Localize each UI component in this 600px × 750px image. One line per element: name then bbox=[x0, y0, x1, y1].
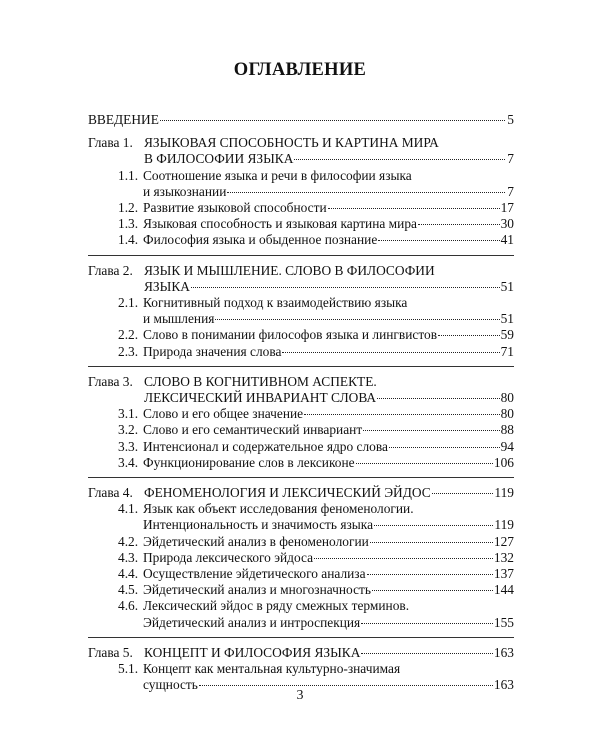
toc-page-number: 51 bbox=[500, 311, 514, 327]
toc-section[interactable] bbox=[118, 216, 514, 232]
toc-title-text: Эйдетический анализ и многозначность bbox=[143, 582, 371, 598]
toc-chapter[interactable] bbox=[88, 485, 514, 501]
toc-line bbox=[88, 151, 514, 167]
toc-chapter[interactable] bbox=[88, 263, 514, 295]
toc-line bbox=[118, 422, 514, 438]
toc-number: 4.6. bbox=[118, 598, 139, 614]
toc-line bbox=[118, 295, 514, 311]
toc-line bbox=[118, 534, 514, 550]
toc-section[interactable] bbox=[118, 598, 514, 630]
toc-line bbox=[118, 168, 514, 184]
chapter-divider bbox=[88, 477, 514, 478]
toc-title-text: Слово и его общее значение bbox=[143, 406, 304, 422]
toc-title-text: ВВЕДЕНИЕ bbox=[88, 112, 159, 127]
toc-title-text: Функционирование слов в лексиконе bbox=[143, 454, 355, 470]
leader-dots bbox=[378, 239, 499, 241]
toc-page-number: 163 bbox=[493, 677, 514, 693]
toc-page-number: 132 bbox=[493, 549, 514, 565]
leader-dots bbox=[314, 557, 493, 559]
toc-number: Глава 1. bbox=[88, 135, 133, 151]
toc-page-number: 144 bbox=[493, 582, 514, 598]
toc-title-text: КОНЦЕПТ И ФИЛОСОФИЯ ЯЗЫКА bbox=[144, 644, 361, 660]
leader-dots bbox=[438, 334, 500, 336]
toc-line bbox=[118, 455, 514, 471]
toc-line bbox=[118, 232, 514, 248]
chapter-divider bbox=[88, 366, 514, 367]
toc-line bbox=[118, 327, 514, 343]
toc-section[interactable] bbox=[118, 232, 514, 248]
toc-title-text: Лексический эйдос в ряду смежных терминов. bbox=[143, 598, 410, 614]
toc-title-text: Слово в понимании философов языка и лингвистов bbox=[143, 327, 438, 343]
toc-section[interactable] bbox=[118, 422, 514, 438]
toc-line bbox=[88, 390, 514, 406]
leader-dots bbox=[361, 622, 493, 624]
toc-page-number: 80 bbox=[500, 406, 514, 422]
toc-title-text: и мышления bbox=[143, 311, 215, 327]
table-of-contents bbox=[88, 112, 514, 694]
toc-number: Глава 2. bbox=[88, 262, 133, 278]
toc-title-text: ФЕНОМЕНОЛОГИЯ И ЛЕКСИЧЕСКИЙ ЭЙДОС bbox=[144, 485, 431, 501]
leader-dots bbox=[367, 573, 493, 575]
toc-line bbox=[118, 311, 514, 327]
toc-title-text: ЯЗЫКА bbox=[144, 278, 190, 294]
toc-page-number: 127 bbox=[493, 533, 514, 549]
toc-line bbox=[88, 263, 514, 279]
toc-intro[interactable] bbox=[88, 112, 514, 128]
toc-line bbox=[118, 598, 514, 614]
toc-page-number: 41 bbox=[500, 232, 514, 248]
toc-section[interactable] bbox=[118, 439, 514, 455]
toc-line bbox=[118, 344, 514, 360]
leader-dots bbox=[199, 684, 493, 686]
toc-chapter[interactable] bbox=[88, 374, 514, 406]
toc-line bbox=[118, 200, 514, 216]
leader-dots bbox=[294, 158, 505, 160]
leader-dots bbox=[372, 589, 493, 591]
toc-title-text: и языкознании bbox=[143, 183, 227, 199]
toc-number: 2.2. bbox=[118, 327, 139, 343]
toc-section[interactable] bbox=[118, 168, 514, 200]
leader-dots bbox=[361, 652, 493, 654]
toc-line bbox=[118, 517, 514, 533]
leader-dots bbox=[356, 462, 493, 464]
toc-page-number: 71 bbox=[500, 343, 514, 359]
toc-title-text: Осуществление эйдетического анализа bbox=[143, 566, 366, 582]
toc-title-text: Развитие языковой способности bbox=[143, 200, 327, 216]
toc-title-text: Интенсионал и содержательное ядро слова bbox=[143, 438, 388, 454]
toc-page-number: 88 bbox=[500, 422, 514, 438]
toc-title-text: СЛОВО В КОГНИТИВНОМ АСПЕКТЕ. bbox=[144, 373, 377, 389]
toc-page-number: 119 bbox=[494, 517, 514, 533]
toc-page-number: 59 bbox=[500, 327, 514, 343]
toc-number: 1.4. bbox=[118, 232, 139, 248]
toc-number: 4.1. bbox=[118, 501, 139, 517]
toc-page-number: 137 bbox=[493, 566, 514, 582]
toc-title-text: Интенциональность и значимость языка bbox=[143, 517, 374, 533]
page-number: 3 bbox=[296, 688, 304, 703]
toc-line bbox=[88, 279, 514, 295]
leader-dots bbox=[191, 286, 500, 288]
toc-line bbox=[118, 550, 514, 566]
toc-number: 3.3. bbox=[118, 438, 139, 454]
toc-line bbox=[88, 645, 514, 661]
leader-dots bbox=[418, 223, 500, 225]
toc-page-number: 80 bbox=[500, 390, 514, 406]
toc-line bbox=[118, 406, 514, 422]
toc-page-number: 7 bbox=[507, 151, 514, 167]
chapter-divider bbox=[88, 255, 514, 256]
toc-title-text: сущность bbox=[143, 677, 198, 693]
toc-line bbox=[88, 374, 514, 390]
toc-title-text: ЯЗЫКОВАЯ СПОСОБНОСТЬ И КАРТИНА МИРА bbox=[144, 135, 439, 151]
toc-number: 3.1. bbox=[118, 406, 139, 422]
toc-section[interactable] bbox=[118, 501, 514, 533]
toc-line bbox=[88, 485, 514, 501]
toc-line bbox=[118, 501, 514, 517]
toc-number: 1.2. bbox=[118, 200, 139, 216]
toc-number: 2.1. bbox=[118, 295, 139, 311]
toc-section[interactable] bbox=[118, 327, 514, 343]
toc-section[interactable] bbox=[118, 455, 514, 471]
leader-dots bbox=[328, 207, 500, 209]
toc-section[interactable] bbox=[118, 344, 514, 360]
leader-dots bbox=[304, 413, 499, 415]
leader-dots bbox=[227, 191, 505, 193]
toc-title-text: ЯЗЫК И МЫШЛЕНИЕ. СЛОВО В ФИЛОСОФИИ bbox=[144, 262, 435, 278]
toc-title-text: Языковая способность и языковая картина мира bbox=[143, 216, 417, 232]
toc-title-text: Концепт как ментальная культурно-значимая bbox=[143, 661, 401, 677]
toc-line bbox=[118, 582, 514, 598]
page-title: ОГЛАВЛЕНИЕ bbox=[233, 60, 367, 80]
leader-dots bbox=[160, 119, 505, 121]
toc-title-text: В ФИЛОСОФИИ ЯЗЫКА bbox=[144, 151, 294, 167]
toc-chapter[interactable] bbox=[88, 645, 514, 661]
toc-number: 4.4. bbox=[118, 566, 139, 582]
toc-page-number: 94 bbox=[500, 438, 514, 454]
toc-number: Глава 4. bbox=[88, 485, 133, 501]
toc-title-text: Эйдетический анализ в феноменологии bbox=[143, 533, 369, 549]
leader-dots bbox=[370, 541, 493, 543]
toc-page-number: 51 bbox=[500, 278, 514, 294]
toc-section[interactable] bbox=[118, 295, 514, 327]
toc-section[interactable] bbox=[118, 534, 514, 550]
toc-number: Глава 3. bbox=[88, 373, 133, 389]
toc-number: 1.3. bbox=[118, 216, 139, 232]
toc-title-text: Природа значения слова bbox=[143, 343, 282, 359]
toc-number: 4.3. bbox=[118, 549, 139, 565]
toc-section[interactable] bbox=[118, 582, 514, 598]
toc-section[interactable] bbox=[118, 566, 514, 582]
toc-number: 3.2. bbox=[118, 422, 139, 438]
toc-line bbox=[118, 661, 514, 677]
toc-page-number: 119 bbox=[494, 485, 514, 501]
toc-page-number: 106 bbox=[493, 454, 514, 470]
leader-dots bbox=[432, 492, 494, 494]
leader-dots bbox=[374, 524, 493, 526]
toc-line bbox=[118, 566, 514, 582]
toc-number: 1.1. bbox=[118, 167, 139, 183]
toc-page-number: 155 bbox=[493, 614, 514, 630]
toc-page-number: 17 bbox=[500, 200, 514, 216]
toc-number: Глава 5. bbox=[88, 644, 133, 660]
leader-dots bbox=[377, 397, 500, 399]
leader-dots bbox=[389, 446, 500, 448]
toc-line bbox=[118, 184, 514, 200]
toc-chapter[interactable] bbox=[88, 135, 514, 167]
toc-page-number: 5 bbox=[507, 112, 514, 127]
toc-number: 4.2. bbox=[118, 533, 139, 549]
leader-dots bbox=[215, 318, 499, 320]
toc-title-text: Когнитивный подход к взаимодействию языка bbox=[143, 295, 408, 311]
toc-page-number: 7 bbox=[507, 183, 514, 199]
chapter-divider bbox=[88, 637, 514, 638]
toc-number: 5.1. bbox=[118, 661, 139, 677]
toc-line bbox=[118, 216, 514, 232]
toc-title-text: Философия языка и обыденное познание bbox=[143, 232, 378, 248]
toc-line bbox=[118, 439, 514, 455]
toc-number: 3.4. bbox=[118, 454, 139, 470]
toc-title-text: Язык как объект исследования феноменологии. bbox=[143, 501, 414, 517]
toc-line bbox=[88, 112, 514, 128]
toc-line bbox=[118, 615, 514, 631]
toc-title-text: Эйдетический анализ и интроспекция bbox=[143, 614, 361, 630]
toc-page-number: 163 bbox=[493, 644, 514, 660]
toc-title-text: Природа лексического эйдоса bbox=[143, 549, 314, 565]
toc-number: 4.5. bbox=[118, 582, 139, 598]
toc-section[interactable] bbox=[118, 550, 514, 566]
toc-title-text: ЛЕКСИЧЕСКИЙ ИНВАРИАНТ СЛОВА bbox=[144, 390, 377, 406]
toc-page-number: 30 bbox=[500, 216, 514, 232]
toc-title-text: Слово и его семантический инвариант bbox=[143, 422, 363, 438]
toc-title-text: Соотношение языка и речи в философии языка bbox=[143, 167, 412, 183]
toc-number: 2.3. bbox=[118, 343, 139, 359]
toc-line bbox=[88, 135, 514, 151]
toc-section[interactable] bbox=[118, 406, 514, 422]
toc-section[interactable] bbox=[118, 200, 514, 216]
leader-dots bbox=[282, 351, 499, 353]
leader-dots bbox=[363, 429, 499, 431]
